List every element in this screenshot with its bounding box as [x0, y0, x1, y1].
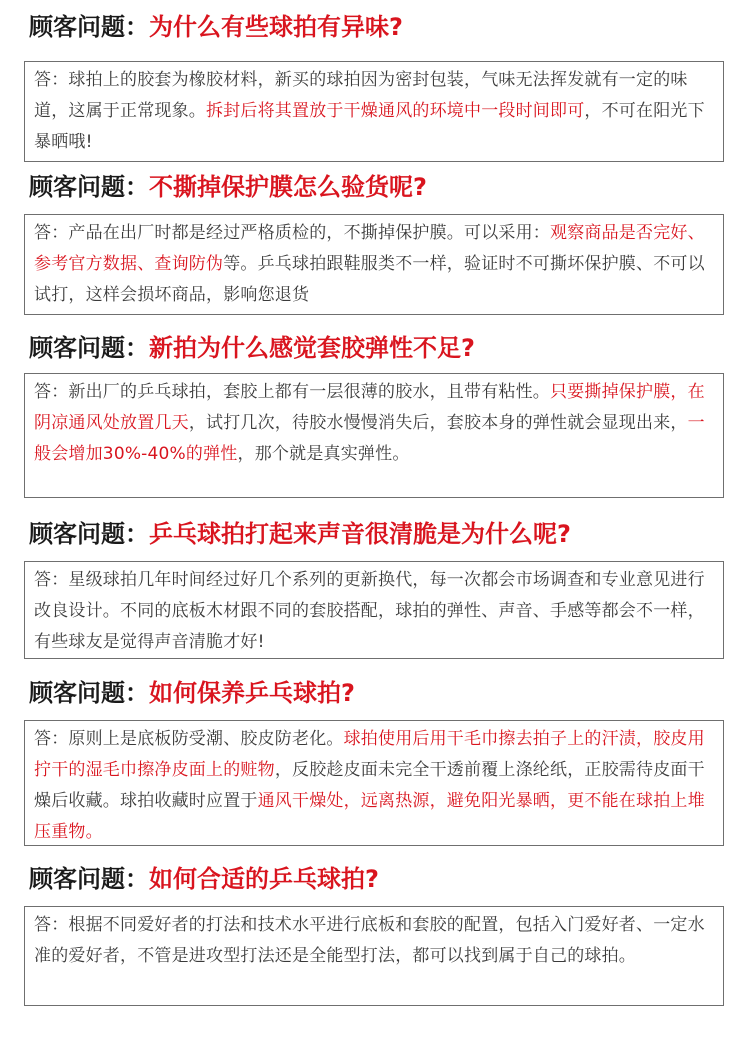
answer-text: 答：产品在出厂时都是经过严格质检的，不撕掉保护膜。可以采用：: [34, 223, 550, 243]
answer-text: 答：原则上是底板防受潮、胶皮防老化。: [34, 729, 344, 749]
answer-highlight: 只要撕掉保护膜，在阴凉通风处放置几天: [34, 382, 705, 433]
answer-highlight: 通风干燥处，远离热源，避免阳光暴晒，更不能在球拍上堆压重物。: [34, 791, 705, 842]
answer-box: [24, 906, 724, 1006]
answer-box: [24, 214, 724, 315]
question-heading: [29, 519, 571, 549]
answer-text: 等。乒乓球拍跟鞋服类不一样，验证时不可撕坏保护膜、不可以试打，这样会损坏商品，影响您退货: [34, 254, 705, 305]
question-prefix: 顾客问题：: [29, 13, 149, 41]
answer-highlight: 一般会增加30%-40%的弹性: [34, 413, 705, 464]
question-text: 为什么有些球拍有异味?: [149, 13, 403, 41]
answer-box: [24, 720, 724, 846]
question-text: 不撕掉保护膜怎么验货呢?: [149, 173, 427, 201]
answer-text: 答：星级球拍几年时间经过好几个系列的更新换代，每一次都会市场调查和专业意见进行改良设计。不同的底板木材跟不同的套胶搭配，球拍的弹性、声音、手感等都会不一样，有些球友是觉得声音清脆才好!: [34, 570, 705, 652]
question-heading: [29, 12, 403, 42]
question-text: 如何合适的乒乓球拍?: [149, 865, 379, 893]
question-text: 如何保养乒乓球拍?: [149, 679, 355, 707]
answer-highlight: 球拍使用后用干毛巾擦去拍子上的汗渍，胶皮用拧干的湿毛巾擦净皮面上的赃物: [34, 729, 705, 780]
question-text: 乒乓球拍打起来声音很清脆是为什么呢?: [149, 520, 571, 548]
answer-text: 答：球拍上的胶套为橡胶材料，新买的球拍因为密封包装，气味无法挥发就有一定的味道，这属于正常现象。: [34, 70, 688, 121]
question-prefix: 顾客问题：: [29, 173, 149, 201]
answer-highlight: 观察商品是否完好、参考官方数据、查询防伪: [34, 223, 705, 274]
answer-text: ，反胶趁皮面未完全干透前覆上涤纶纸，正胶需待皮面干燥后收藏。球拍收藏时应置于: [34, 760, 705, 811]
question-prefix: 顾客问题：: [29, 520, 149, 548]
answer-box: [24, 373, 724, 498]
question-heading: [29, 678, 355, 708]
answer-highlight: 拆封后将其置放于干燥通风的环境中一段时间即可: [206, 101, 585, 121]
question-heading: [29, 333, 475, 363]
question-prefix: 顾客问题：: [29, 679, 149, 707]
answer-text: 答：新出厂的乒乓球拍，套胶上都有一层很薄的胶水，且带有粘性。: [34, 382, 550, 402]
answer-text: ，试打几次，待胶水慢慢消失后，套胶本身的弹性就会显现出来，: [188, 413, 688, 433]
answer-box: [24, 61, 724, 162]
question-heading: [29, 172, 427, 202]
question-prefix: 顾客问题：: [29, 334, 149, 362]
question-prefix: 顾客问题：: [29, 865, 149, 893]
question-heading: [29, 864, 379, 894]
question-text: 新拍为什么感觉套胶弹性不足?: [149, 334, 475, 362]
answer-box: [24, 561, 724, 659]
answer-text: ，不可在阳光下暴晒哦!: [34, 101, 705, 152]
answer-text: 答：根据不同爱好者的打法和技术水平进行底板和套胶的配置，包括入门爱好者、一定水准的爱好者，不管是进攻型打法还是全能型打法，都可以找到属于自己的球拍。: [34, 915, 705, 966]
answer-text: ，那个就是真实弹性。: [237, 444, 410, 464]
